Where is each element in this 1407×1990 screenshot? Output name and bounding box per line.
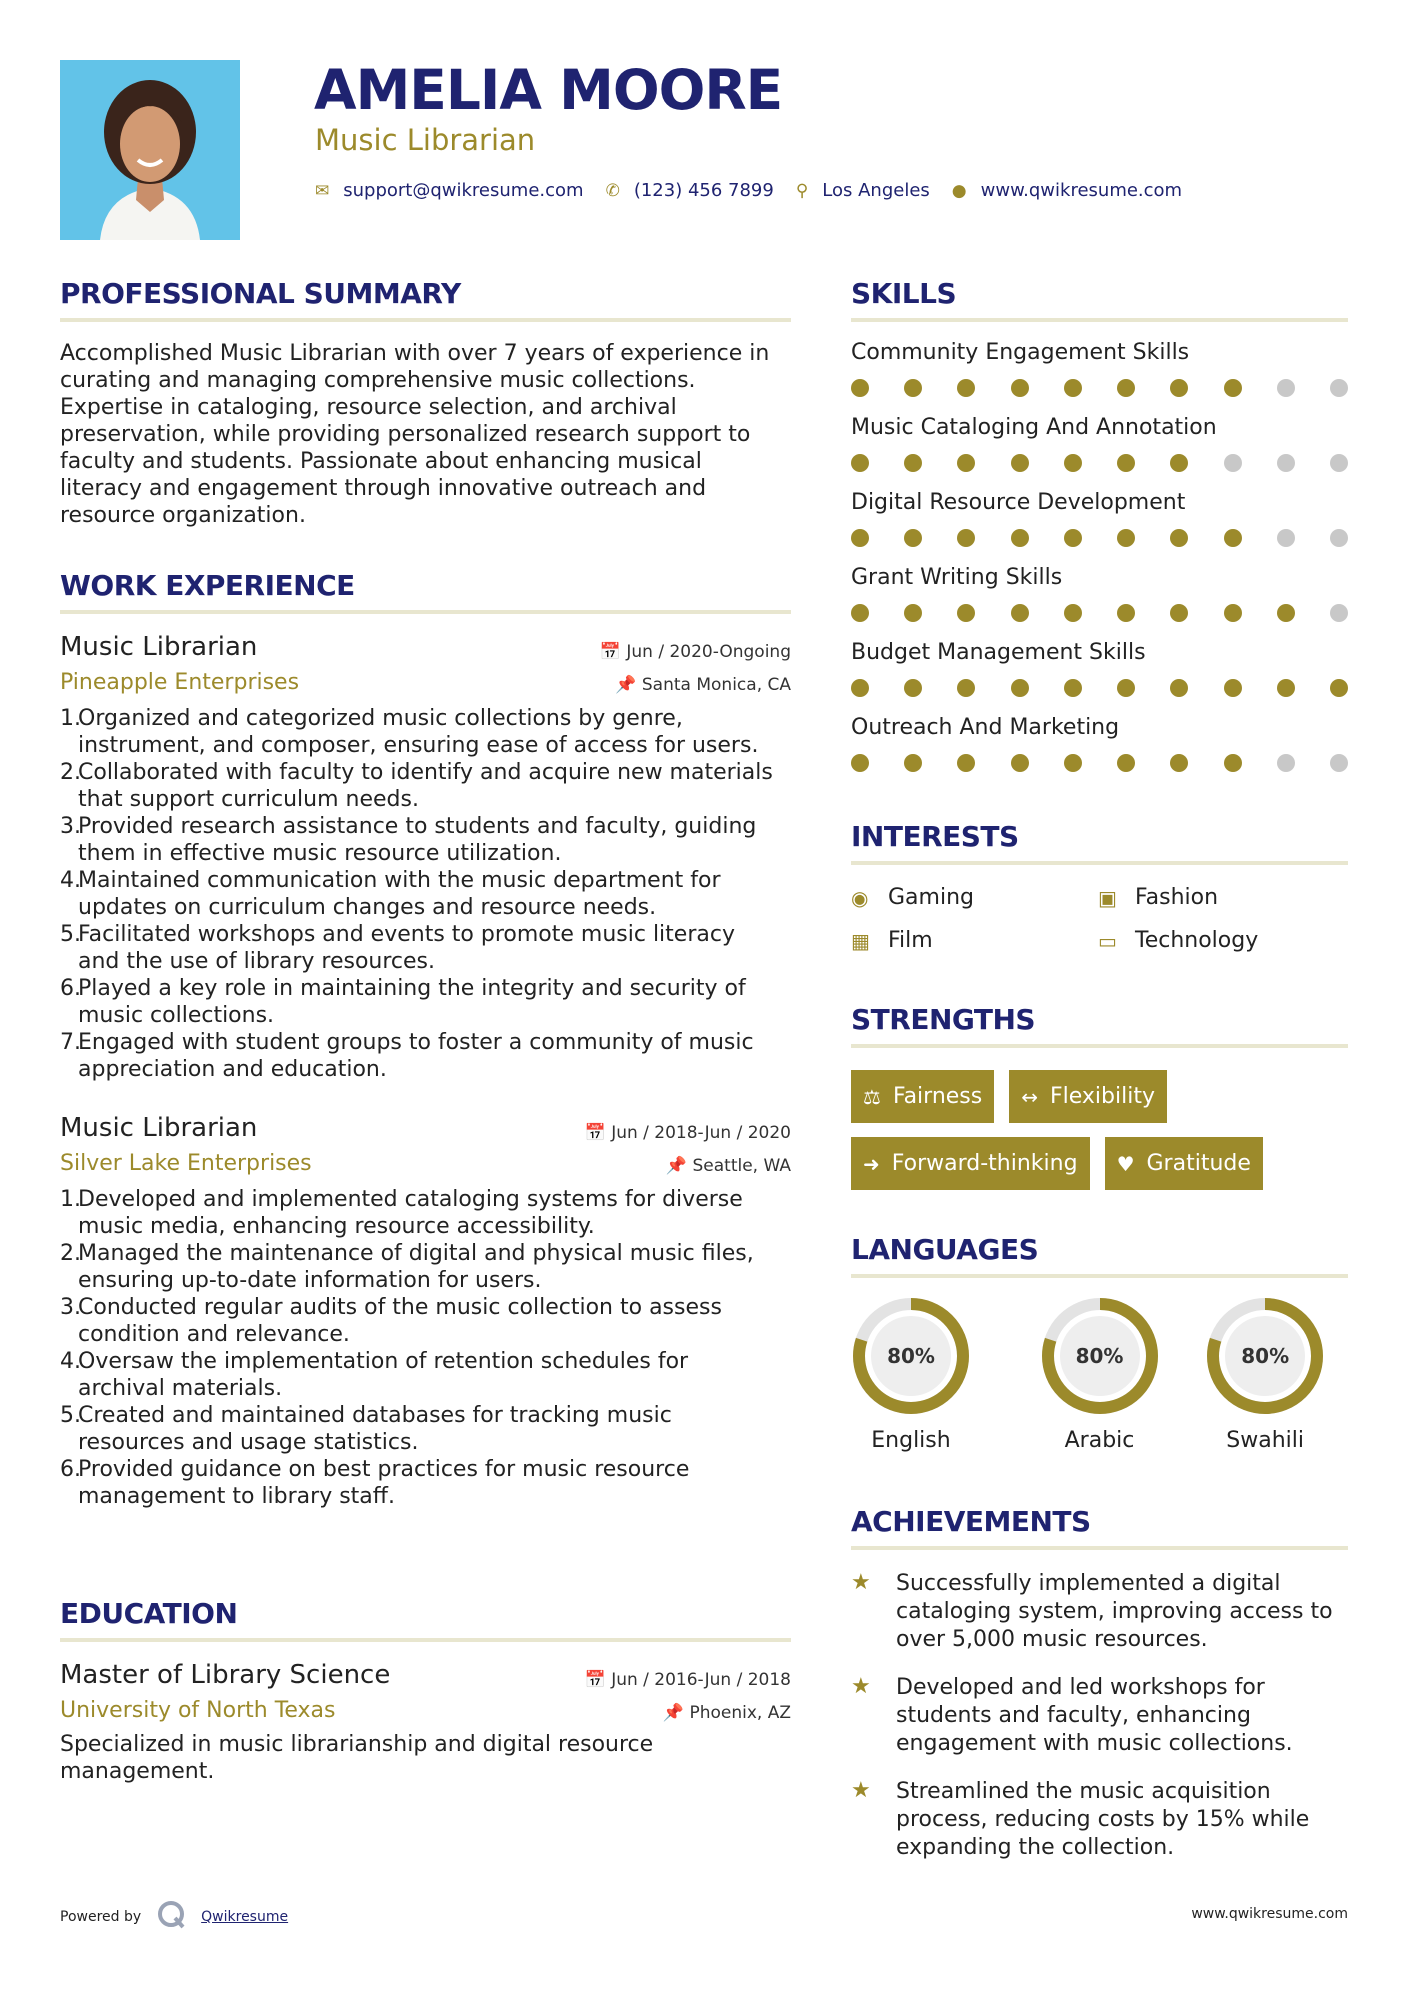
achievements-list: [851, 1570, 1348, 1862]
achievements-section: [851, 1505, 1348, 1862]
job-role: Music Librarian: [60, 1113, 258, 1143]
rating-dot: [1330, 379, 1348, 397]
language-name: Swahili: [1226, 1428, 1305, 1453]
rating-dot: [1277, 529, 1295, 547]
film-icon: ▦: [851, 928, 870, 953]
job-duties: [60, 705, 791, 1083]
rating-dot: [1011, 454, 1029, 472]
list-item: 3. Conducted regular audits of the music collection to assess condition and relevance.: [60, 1295, 722, 1347]
interests-section: [851, 820, 1348, 953]
gamepad-icon: ◉: [851, 885, 869, 910]
list-item: 6. Provided guidance on best practices for music resource management to library staff.: [60, 1457, 690, 1509]
rating-dot: [1170, 679, 1188, 697]
list-item: 7. Engaged with student groups to foster a community of music appreciation and education.: [60, 1030, 754, 1082]
degree-name: Master of Library Science: [60, 1660, 391, 1690]
skill-rating: [851, 379, 1348, 397]
rating-dot: [904, 604, 922, 622]
balance-scale-icon: ⚖: [863, 1084, 881, 1109]
job-sub: [60, 1151, 791, 1176]
skill-item: [851, 715, 1348, 772]
rating-dot: [1330, 754, 1348, 772]
skill-item: [851, 490, 1348, 547]
rating-dot: [851, 754, 869, 772]
strength-gratitude: ♥ Gratitude: [1105, 1137, 1263, 1190]
rating-dot: [1117, 379, 1135, 397]
star-icon: ★: [851, 1570, 871, 1595]
skill-rating: [851, 529, 1348, 547]
rating-dot: [1011, 754, 1029, 772]
skill-item: [851, 340, 1348, 397]
rating-dot: [957, 529, 975, 547]
rating-dot: [1277, 754, 1295, 772]
rating-dot: [1064, 454, 1082, 472]
interests-grid: [851, 885, 1348, 953]
languages-list: [851, 1296, 1348, 1453]
skill-name: Outreach And Marketing: [851, 715, 1120, 740]
languages-section: [851, 1233, 1348, 1453]
interest-technology: ▭ Technology: [1098, 928, 1259, 953]
rating-dot: [957, 754, 975, 772]
summary-text: Accomplished Music Librarian with over 7 years of experience in curating and managing comprehensive music collections. Expertise in cataloging, resource selection, and archival preservation, while providing personalized research support to faculty and students. Passionate about enhancing musical literacy and engagement through innovative outreach and resource organization.: [60, 341, 770, 528]
rating-dot: [957, 454, 975, 472]
list-item: 1. Organized and categorized music collections by genre, instrument, and composer, ensuring ease of access for users.: [60, 706, 759, 758]
calendar-icon: 📅: [584, 1123, 612, 1143]
skill-name: Music Cataloging And Annotation: [851, 415, 1217, 440]
contact-email[interactable]: ✉ support@qwikresume.com: [315, 180, 584, 201]
rating-dot: [904, 529, 922, 547]
contact-website[interactable]: ● www.qwikresume.com: [951, 180, 1183, 201]
contact-bar: [315, 180, 1204, 201]
skill-rating: [851, 754, 1348, 772]
job-entry: [60, 1113, 791, 1510]
contact-location: ⚲ Los Angeles: [795, 180, 930, 201]
rating-dot: [957, 379, 975, 397]
globe-icon: ●: [951, 180, 967, 201]
rating-dot: [1011, 379, 1029, 397]
language-ring: [1205, 1296, 1325, 1416]
job-head: [60, 1113, 791, 1143]
skill-item: [851, 565, 1348, 622]
heart-icon: ♥: [1116, 1151, 1135, 1176]
interest-gaming: ◉ Gaming: [851, 885, 974, 910]
strengths-section: [851, 1003, 1348, 1190]
skills-heading: SKILLS: [851, 277, 1348, 322]
job-entry: [60, 632, 791, 1083]
rating-dot: [957, 679, 975, 697]
map-marker-icon: ⚲: [795, 180, 809, 201]
rating-dot: [1117, 754, 1135, 772]
rating-dot: [1064, 529, 1082, 547]
summary-section: [60, 277, 791, 529]
star-icon: ★: [851, 1674, 871, 1699]
job-date: 📅 Jun / 2018-Jun / 2020: [584, 1123, 791, 1143]
rating-dot: [1330, 529, 1348, 547]
skill-name: Grant Writing Skills: [851, 565, 1063, 590]
skills-section: [851, 277, 1348, 772]
rating-dot: [851, 679, 869, 697]
skill-item: [851, 640, 1348, 697]
skills-list: [851, 340, 1348, 772]
rating-dot: [1117, 604, 1135, 622]
arrows-horizontal-icon: ↔: [1021, 1084, 1038, 1109]
list-item: 2. Managed the maintenance of digital and physical music files, ensuring up-to-date information for users.: [60, 1241, 754, 1293]
experience-section: [60, 569, 791, 1510]
skill-name: Digital Resource Development: [851, 490, 1186, 515]
education-heading: EDUCATION: [60, 1597, 791, 1642]
rating-dot: [904, 754, 922, 772]
rating-dot: [1277, 379, 1295, 397]
language-name: English: [871, 1428, 951, 1453]
pin-icon: 📌: [662, 1703, 690, 1723]
rating-dot: [1011, 604, 1029, 622]
rating-dot: [1170, 754, 1188, 772]
rating-dot: [1170, 529, 1188, 547]
rating-dot: [1330, 679, 1348, 697]
candidate-title: Music Librarian: [315, 123, 536, 157]
skill-name: Budget Management Skills: [851, 640, 1146, 665]
achievement-item: ★ Streamlined the music acquisition process, reducing costs by 15% while expanding the collection.: [851, 1778, 1310, 1860]
skill-rating: [851, 454, 1348, 472]
calendar-icon: 📅: [584, 1670, 612, 1690]
list-item: 4. Oversaw the implementation of retention schedules for archival materials.: [60, 1349, 689, 1401]
education-location: 📌 Phoenix, AZ: [662, 1703, 791, 1723]
language-percent: 80%: [1075, 1344, 1124, 1368]
rating-dot: [1064, 754, 1082, 772]
list-item: 5. Created and maintained databases for tracking music resources and usage statistics.: [60, 1403, 672, 1455]
list-item: 2. Collaborated with faculty to identify and acquire new materials that support curriculum needs.: [60, 760, 773, 812]
language-item: [1182, 1296, 1348, 1453]
job-location: 📌 Santa Monica, CA: [615, 675, 791, 695]
job-head: [60, 632, 791, 662]
education-head: [60, 1660, 791, 1690]
qwikresume-link[interactable]: Qwikresume: [201, 1909, 289, 1925]
rating-dot: [1224, 529, 1242, 547]
education-section: [60, 1597, 791, 1785]
laptop-icon: ▭: [1098, 928, 1117, 953]
pin-icon: 📌: [615, 675, 642, 695]
rating-dot: [851, 529, 869, 547]
job-role: Music Librarian: [60, 632, 258, 662]
rating-dot: [1064, 604, 1082, 622]
job-location: 📌 Seattle, WA: [665, 1156, 791, 1176]
rating-dot: [904, 679, 922, 697]
profile-photo: [60, 60, 240, 240]
skill-item: [851, 415, 1348, 472]
rating-dot: [1330, 604, 1348, 622]
rating-dot: [851, 379, 869, 397]
phone-icon: ✆: [605, 180, 620, 201]
rating-dot: [904, 379, 922, 397]
rating-dot: [1224, 379, 1242, 397]
rating-dot: [1117, 679, 1135, 697]
language-ring: [1040, 1296, 1160, 1416]
rating-dot: [904, 454, 922, 472]
rating-dot: [1224, 679, 1242, 697]
skill-rating: [851, 604, 1348, 622]
achievements-heading: ACHIEVEMENTS: [851, 1505, 1348, 1550]
education-sub: [60, 1698, 791, 1723]
rating-dot: [1224, 754, 1242, 772]
rating-dot: [1330, 454, 1348, 472]
rating-dot: [1224, 454, 1242, 472]
star-icon: ★: [851, 1778, 871, 1803]
languages-heading: LANGUAGES: [851, 1233, 1348, 1278]
interests-heading: INTERESTS: [851, 820, 1348, 865]
job-company: Silver Lake Enterprises: [60, 1151, 312, 1176]
candidate-name: AMELIA MOORE: [314, 58, 783, 122]
rating-dot: [1117, 529, 1135, 547]
rating-dot: [1064, 379, 1082, 397]
list-item: 5. Facilitated workshops and events to promote music literacy and the use of library resources.: [60, 922, 735, 974]
language-item: [1017, 1296, 1183, 1453]
footer-powered: [60, 1900, 288, 1934]
rating-dot: [1170, 604, 1188, 622]
envelope-icon: ✉: [315, 180, 330, 201]
job-sub: [60, 670, 791, 695]
strengths-heading: STRENGTHS: [851, 1003, 1348, 1048]
strength-fairness: ⚖ Fairness: [851, 1070, 994, 1123]
rating-dot: [1064, 679, 1082, 697]
powered-by-label: Powered by: [60, 1909, 142, 1925]
strength-tags: [851, 1070, 1348, 1190]
interest-fashion: ▣ Fashion: [1098, 885, 1219, 910]
strength-forward-thinking: ➜ Forward-thinking: [851, 1137, 1090, 1190]
achievement-item: ★ Successfully implemented a digital cataloging system, improving access to over 5,000 music resources.: [851, 1570, 1333, 1652]
rating-dot: [957, 604, 975, 622]
language-item: [851, 1296, 1017, 1453]
rating-dot: [1170, 454, 1188, 472]
experience-heading: WORK EXPERIENCE: [60, 569, 791, 614]
arrow-right-icon: ➜: [863, 1151, 880, 1176]
skill-name: Community Engagement Skills: [851, 340, 1190, 365]
language-name: Arabic: [1064, 1428, 1135, 1453]
job-list: [60, 632, 791, 1510]
contact-phone[interactable]: ✆ (123) 456 7899: [605, 180, 774, 201]
language-ring: [851, 1296, 971, 1416]
rating-dot: [1011, 679, 1029, 697]
skill-rating: [851, 679, 1348, 697]
calendar-icon: 📅: [599, 642, 627, 662]
rating-dot: [1117, 454, 1135, 472]
achievement-item: ★ Developed and led workshops for students and faculty, enhancing engagement with music collections.: [851, 1674, 1293, 1756]
pin-icon: 📌: [665, 1156, 693, 1176]
rating-dot: [1170, 379, 1188, 397]
list-item: 1. Developed and implemented cataloging systems for diverse music media, enhancing resource accessibility.: [60, 1187, 743, 1239]
rating-dot: [851, 604, 869, 622]
summary-heading: PROFESSIONAL SUMMARY: [60, 277, 791, 322]
job-duties: [60, 1186, 791, 1510]
rating-dot: [1277, 679, 1295, 697]
job-date: 📅 Jun / 2020-Ongoing: [599, 642, 791, 662]
education-description: Specialized in music librarianship and digital resource management.: [60, 1732, 654, 1784]
list-item: 6. Played a key role in maintaining the integrity and security of music collections.: [60, 976, 746, 1028]
strength-flexibility: ↔ Flexibility: [1009, 1070, 1167, 1123]
job-company: Pineapple Enterprises: [60, 670, 300, 695]
rating-dot: [1277, 604, 1295, 622]
language-percent: 80%: [887, 1344, 935, 1368]
qwikresume-logo: [157, 1900, 187, 1934]
school-name: University of North Texas: [60, 1698, 336, 1723]
footer-url[interactable]: www.qwikresume.com: [1191, 1906, 1348, 1922]
language-percent: 80%: [1241, 1344, 1290, 1368]
shopping-bag-icon: ▣: [1098, 885, 1117, 910]
rating-dot: [1277, 454, 1295, 472]
rating-dot: [851, 454, 869, 472]
interest-film: ▦ Film: [851, 928, 933, 953]
rating-dot: [1011, 529, 1029, 547]
list-item: 3. Provided research assistance to students and faculty, guiding them in effective music resource utilization.: [60, 814, 757, 866]
rating-dot: [1224, 604, 1242, 622]
education-date: 📅 Jun / 2016-Jun / 2018: [584, 1670, 791, 1690]
list-item: 4. Maintained communication with the music department for updates on curriculum changes and resource needs.: [60, 868, 721, 920]
